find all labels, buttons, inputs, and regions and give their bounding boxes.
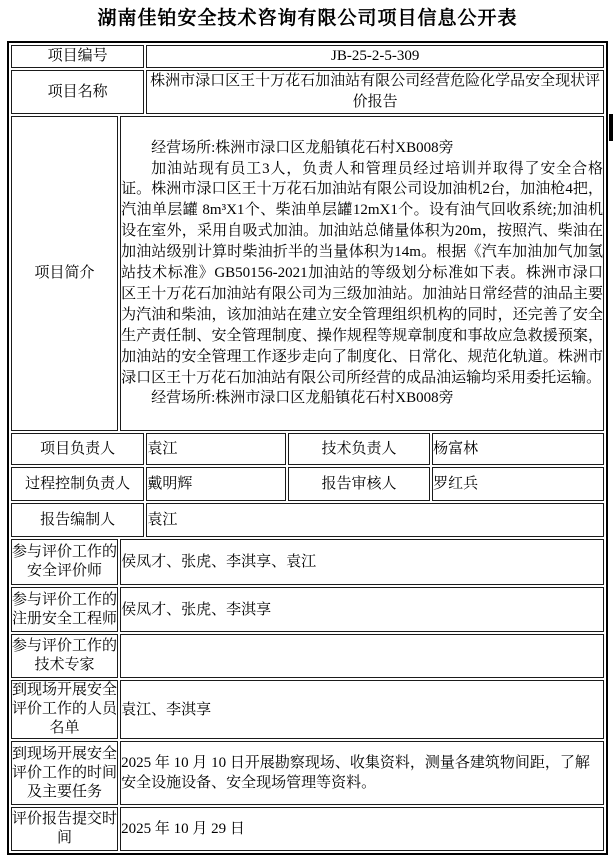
site-personnel-label: 到现场开展安全评价工作的人员名单 — [11, 680, 118, 739]
row-project-intro — [11, 116, 604, 431]
project-no-label: 项目编号 — [11, 45, 144, 68]
safety-evaluators-value: 侯凤才、张虎、李淇享、袁江 — [120, 539, 604, 585]
project-intro-value — [120, 116, 604, 431]
report-reviewer-label: 报告审核人 — [288, 467, 430, 501]
project-leader-label: 项目负责人 — [11, 433, 144, 465]
report-compiler-label: 报告编制人 — [11, 503, 144, 537]
project-info-table — [7, 41, 608, 855]
row-control-review — [11, 467, 604, 501]
report-reviewer-value: 罗红兵 — [432, 467, 604, 501]
row-leaders — [11, 433, 604, 465]
row-safety-evaluators — [11, 539, 604, 585]
project-name-value: 株洲市渌口区王十万花石加油站有限公司经营危险化学品安全现状评价报告 — [146, 70, 604, 114]
site-time-tasks-value: 2025 年 10 月 10 日开展勘察现场、收集资料，测量各建筑物间距，了解安全设施设备、安全现场管理等资料。 — [120, 741, 604, 805]
registered-engineers-value: 侯凤才、张虎、李淇享 — [120, 587, 604, 632]
project-leader-value: 袁江 — [146, 433, 285, 465]
row-project-no — [11, 45, 604, 68]
scrollbar-thumb[interactable] — [609, 114, 613, 141]
intro-paragraph-2: 加油站现有员工3人，负责人和管理员经过培训并取得了安全合格证。株洲市渌口区王十万花石加油站有限公司设加油机2台，加油枪4把，汽油单层罐 8m³X1个、柴油单层罐12mX1个。设有油气回收系统;加油机设在室外，采用自吸式加油。加油站总储量体积为20m，按照汽、柴油在加油站级别计算时柴油折半的当量体积为14m。根据《汽车加油加气加氢站技术标准》GB50156-2021加油站的等级划分标准如下表。株洲市渌口区王十万花石加油站有限公司为三级加油站。加油站日常经营的油品主要为汽油和柴油，该加油站在建立安全管理组织机构的同时，还完善了安全生产责任制、安全管理制度、操作规程等规章制度和事故应急救援预案，加油站的安全管理工作逐步走向了制度化、日常化、规范化轨道。株洲市渌口区王十万花石加油站有限公司所经营的成品油运输均采用委托运输。 — [121, 160, 603, 386]
site-time-tasks-label: 到现场开展安全评价工作的时间及主要任务 — [11, 741, 118, 805]
row-report-submit — [11, 807, 604, 851]
project-name-label: 项目名称 — [11, 70, 144, 114]
page-title: 湖南佳铂安全技术咨询有限公司项目信息公开表 — [97, 8, 518, 29]
row-project-name — [11, 70, 604, 114]
intro-paragraph-1: 经营场所:株洲市渌口区龙船镇花石村XB008旁 — [151, 139, 454, 156]
project-no-value: JB-25-2-5-309 — [146, 45, 604, 68]
process-controller-value: 戴明辉 — [146, 467, 285, 501]
report-submit-label: 评价报告提交时间 — [11, 807, 118, 851]
tech-leader-value: 杨富林 — [432, 433, 604, 465]
row-site-time-tasks — [11, 741, 604, 805]
row-compiler — [11, 503, 604, 537]
report-compiler-value: 袁江 — [146, 503, 604, 537]
project-intro-label: 项目简介 — [11, 116, 118, 431]
process-controller-label: 过程控制负责人 — [11, 467, 144, 501]
tech-leader-label: 技术负责人 — [288, 433, 430, 465]
tech-experts-value — [120, 634, 604, 678]
row-tech-experts — [11, 634, 604, 678]
tech-experts-label: 参与评价工作的技术专家 — [11, 634, 118, 678]
row-registered-engineers — [11, 587, 604, 632]
row-site-personnel — [11, 680, 604, 739]
report-submit-value: 2025 年 10 月 29 日 — [120, 807, 604, 851]
intro-paragraph-3: 经营场所:株洲市渌口区龙船镇花石村XB008旁 — [151, 390, 454, 407]
registered-engineers-label: 参与评价工作的注册安全工程师 — [11, 587, 118, 632]
site-personnel-value: 袁江、李淇享 — [120, 680, 604, 739]
safety-evaluators-label: 参与评价工作的安全评价师 — [11, 539, 118, 585]
